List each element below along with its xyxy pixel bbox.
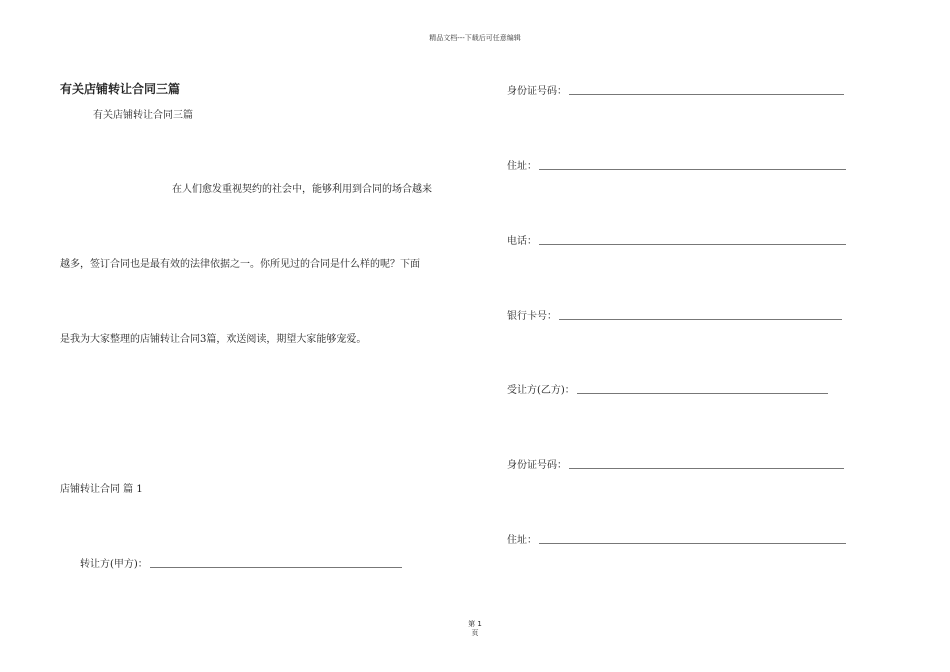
right-field-blank-line — [577, 392, 828, 394]
intro-paragraph-line-1: 在人们愈发重视契约的社会中，能够利用到合同的场合越来 — [172, 184, 432, 195]
transferor-blank-line — [150, 566, 402, 568]
right-field-blank-line — [539, 243, 846, 245]
right-field-blank-line — [539, 542, 846, 544]
right-field-label: 电话： — [507, 236, 537, 247]
intro-paragraph-line-3: 是我为大家整理的店铺转让合同3篇，欢送阅读，期望大家能够宠爱。 — [60, 334, 367, 345]
right-field-address — [507, 157, 846, 172]
right-field-label: 住址： — [507, 161, 537, 172]
right-field-label: 住址： — [507, 535, 537, 546]
right-field-blank-line — [569, 467, 844, 469]
page-header: 精品文档---下载后可任意编辑 — [429, 34, 521, 42]
right-field-label: 身份证号码： — [507, 86, 567, 97]
page-number: 第 1 — [468, 620, 482, 628]
right-field-blank-line — [559, 318, 842, 320]
right-field-transferee — [507, 381, 828, 396]
right-field-blank-line — [539, 168, 846, 170]
right-field-id-number-2 — [507, 456, 844, 471]
document-subtitle: 有关店铺转让合同三篇 — [93, 110, 193, 121]
right-field-label: 银行卡号： — [507, 311, 557, 322]
document-title: 有关店铺转让合同三篇 — [60, 82, 181, 96]
right-field-blank-line — [569, 93, 844, 95]
right-field-label: 受让方(乙方)： — [507, 385, 575, 396]
right-field-address-2 — [507, 531, 846, 546]
section-heading: 店铺转让合同 篇 1 — [60, 484, 143, 495]
right-field-phone — [507, 232, 846, 247]
right-field-label: 身份证号码： — [507, 460, 567, 471]
transferor-label: 转让方(甲方)： — [80, 559, 148, 570]
page-footer — [0, 620, 950, 638]
right-field-bank-card — [507, 307, 842, 322]
page-number-suffix: 页 — [471, 629, 479, 637]
right-field-id-number — [507, 82, 844, 97]
transferor-field — [80, 555, 402, 570]
intro-paragraph-line-2: 越多，签订合同也是最有效的法律依据之一。你所见过的合同是什么样的呢？下面 — [60, 259, 420, 270]
